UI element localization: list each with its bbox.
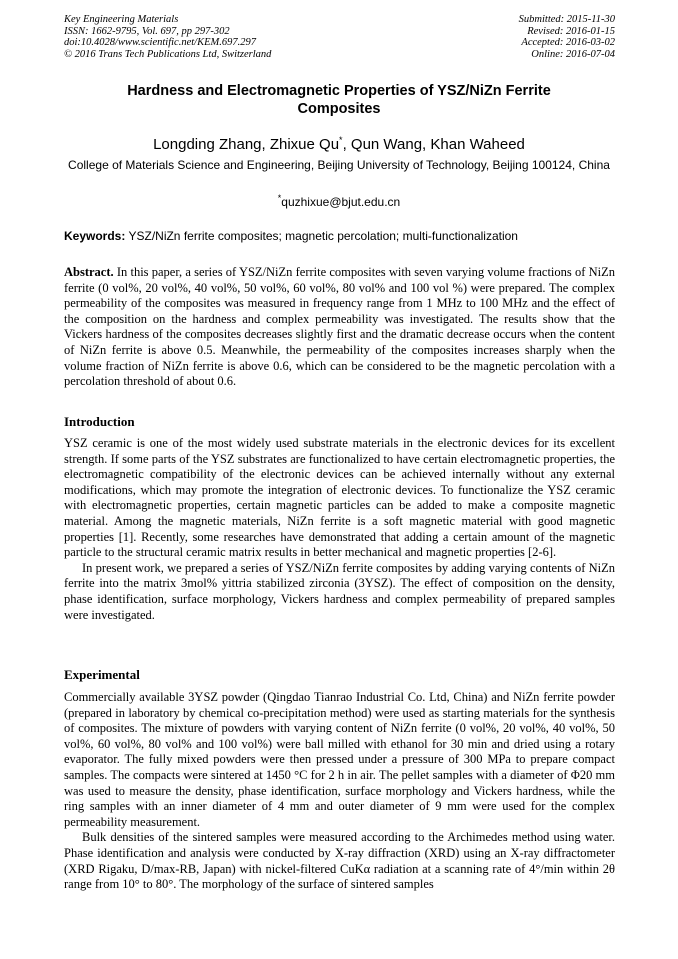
author-names-rest: , Qun Wang, Khan Waheed [342, 136, 525, 153]
keywords [64, 229, 615, 244]
abstract-text: In this paper, a series of YSZ/NiZn ferrite composites with seven varying volume fractions of NiZn ferrite (0 vol%, 20 vol%, 40 vol%, 50 vol%, 60 vol%, 80 vol% and 100 vol %) were prepared. The complex permeability of the composites was measured in frequency range from 1 MHz to 100 MHz and the effect of the composition on the hardness and complex permeability was investigated. The results show that the Vickers hardness of the composites decreases slightly first and the dramatic decrease occurs when the content of NiZn ferrite is above 0.5. Meanwhile, the permeability of the composites increases sharply when the volume fraction of NiZn ferrite is above 0.6, which can be considered to be the magnetic percolation with a percolation threshold of about 0.6. [64, 265, 615, 389]
email-address: quzhixue@bjut.edu.cn [281, 195, 401, 209]
keywords-text: YSZ/NiZn ferrite composites; magnetic percolation; multi-functionalization [125, 229, 518, 243]
issn-line: ISSN: 1662-9795, Vol. 697, pp 297-302 [64, 25, 230, 37]
abstract-label: Abstract. [64, 265, 114, 279]
experimental-body [64, 690, 615, 893]
copyright-line: © 2016 Trans Tech Publications Ltd, Switzerland [64, 48, 272, 60]
revised-date: Revised: 2016-01-15 [527, 25, 615, 37]
abstract [64, 265, 615, 390]
paper-title: Hardness and Electromagnetic Properties of YSZ/NiZn Ferrite Composites [127, 83, 551, 117]
submission-dates [519, 14, 615, 60]
online-date: Online: 2016-07-04 [531, 48, 615, 60]
accepted-date: Accepted: 2016-03-02 [521, 37, 615, 48]
journal-name: Key Engineering Materials [64, 14, 179, 25]
experimental-paragraph-2: Bulk densities of the sintered samples were measured according to the Archimedes method using water. Phase identification and analysis were conducted by X-ray diffraction (XRD) using an X-ray diffractometer (XRD Rigaku, D/max-RB, Japan) with nickel-filtered CuKα radiation at a scanning rate of 4°/min within 2θ range from 10° to 80°. The morphology of the surface of sintered samples [64, 830, 615, 892]
experimental-paragraph-1: Commercially available 3YSZ powder (Qingdao Tianrao Industrial Co. Ltd, China) and NiZn ferrite powder (prepared in laboratory by chemical co-precipitation method) were used as starting materials for the synthesis of composites. The mixture of powders with varying content of NiZn ferrite (0 vol%, 20 vol%, 40 vol%, 50 vol%, 60 vol%, 80 vol% and 100 vol%) were ball milled with ethanol for 30 min and dried using a rotary evaporator. The fully mixed powders were then pressed under a pressure of 300 MPa to prepare compact samples. The compacts were sintered at 1450 °C for 2 h in air. The pellet samples with a diameter of Φ20 mm was used to measure the density, phase identification, surface morphology and Vickers hardness, while the ring samples with an inner diameter of 4 mm and outer diameter of 9 mm were used for the complex permeability measurement. [64, 690, 615, 829]
author-list [0, 131, 678, 154]
affiliation: College of Materials Science and Engineering, Beijing University of Technology, Beijing 100124, China [68, 158, 610, 172]
author-names-first: Longding Zhang, Zhixue Qu [153, 136, 340, 153]
corresponding-email [0, 190, 678, 210]
email-mark: * [277, 193, 282, 203]
keywords-label: Keywords: [64, 229, 126, 243]
submitted-date: Submitted: 2015-11-30 [518, 14, 615, 25]
doi-line: doi:10.4028/www.scientific.net/KEM.697.297 [64, 37, 256, 48]
experimental-heading: Experimental [64, 667, 140, 682]
corresponding-author-mark: * [339, 135, 343, 145]
introduction-paragraph-2: In present work, we prepared a series of YSZ/NiZn ferrite composites by adding varying contents of NiZn ferrite into the matrix 3mol% yittria stabilized zirconia (3YSZ). The effect of composition on the density, phase identification, surface morphology, Vickers hardness and complex permeability of prepared samples were investigated. [64, 560, 615, 622]
introduction-heading: Introduction [64, 414, 135, 429]
introduction-body [64, 436, 615, 623]
journal-info [64, 14, 271, 60]
introduction-paragraph-1: YSZ ceramic is one of the most widely used substrate materials in the electronic devices for its excellent strength. If some parts of the YSZ substrates are functionalized to have certain electromagnetic properties, the electromagnetic compatibility of the electronic devices can be achieved internally without any external modifications, which may promote the integration of electronic devices. To functionalize the YSZ ceramic with electromagnetic properties, certain magnetic particles can be added to make a composite magnetic material. Among the magnetic materials, NiZn ferrite is a soft magnetic material with good magnetic properties [1]. Recently, some researches have demonstrated that adding a certain amount of the magnetic particle to the structural ceramic matrix results in better mechanical and magnetic properties [2-6]. [64, 436, 615, 560]
